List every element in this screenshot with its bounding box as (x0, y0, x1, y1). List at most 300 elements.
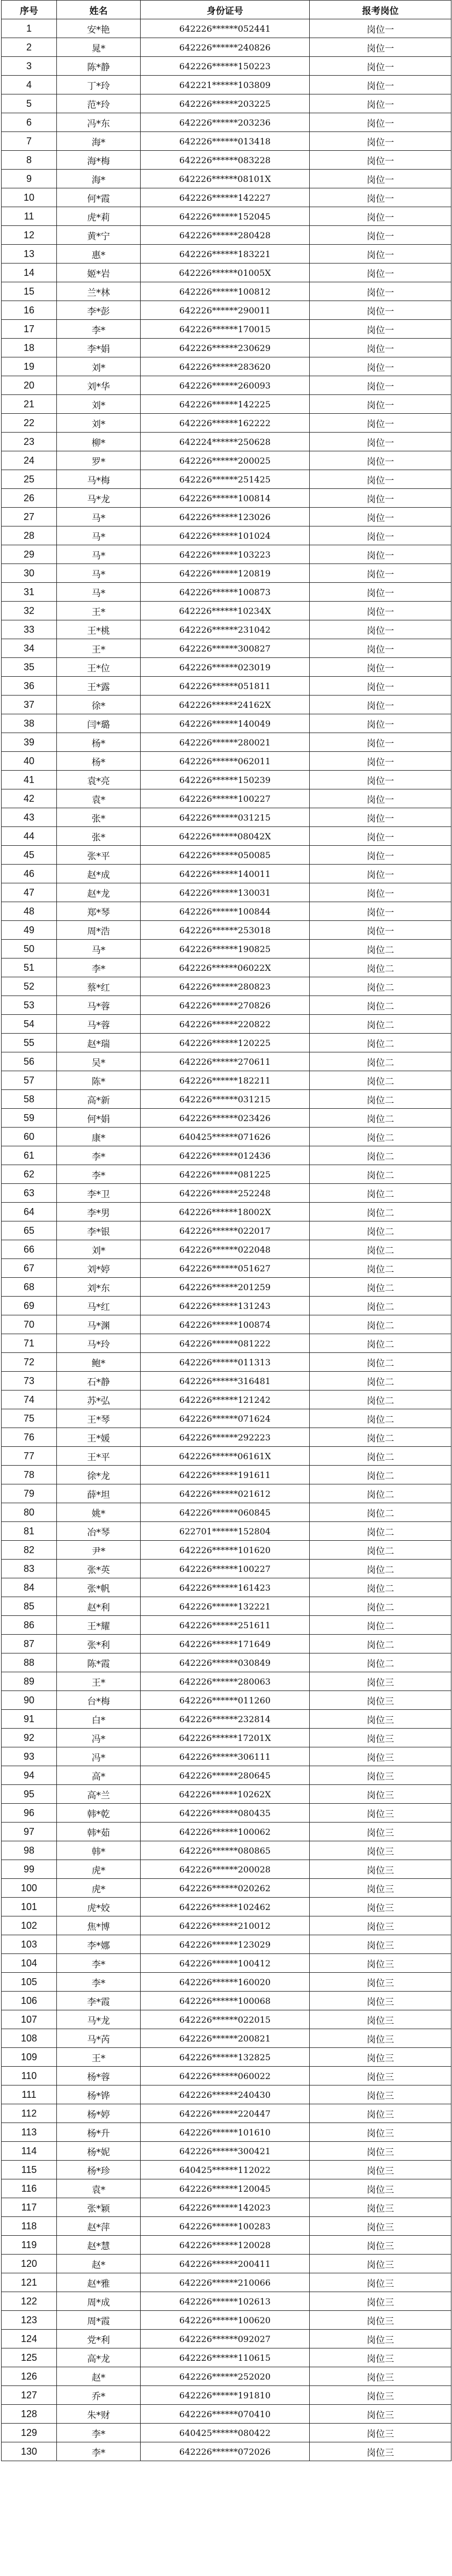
cell-post: 岗位二 (310, 958, 451, 977)
table-row (2, 808, 451, 827)
cell-no: 27 (2, 508, 57, 526)
table-row (2, 76, 451, 94)
cell-no: 114 (2, 2142, 57, 2161)
table-row (2, 245, 451, 264)
cell-id: 642226******012436 (141, 1146, 310, 1165)
table-row (2, 1653, 451, 1672)
cell-name: 李*男 (57, 1203, 141, 1221)
cell-post: 岗位二 (310, 1391, 451, 1409)
cell-no: 3 (2, 57, 57, 76)
table-row (2, 1503, 451, 1522)
table-row (2, 564, 451, 583)
cell-no: 75 (2, 1409, 57, 1428)
cell-post: 岗位一 (310, 113, 451, 132)
cell-name: 张*英 (57, 1560, 141, 1578)
cell-no: 120 (2, 2255, 57, 2273)
cell-id: 642226******052441 (141, 19, 310, 38)
table-row (2, 94, 451, 113)
cell-id: 642226******101024 (141, 526, 310, 545)
table-row (2, 357, 451, 376)
table-row (2, 1841, 451, 1860)
cell-no: 85 (2, 1597, 57, 1616)
cell-id: 642226******123026 (141, 508, 310, 526)
cell-id: 642226******110615 (141, 2348, 310, 2367)
cell-id: 642226******191611 (141, 1466, 310, 1484)
table-row (2, 320, 451, 339)
cell-post: 岗位一 (310, 339, 451, 357)
cell-post: 岗位三 (310, 1710, 451, 1729)
cell-post: 岗位三 (310, 1766, 451, 1785)
cell-id: 642226******102613 (141, 2292, 310, 2311)
cell-name: 乔* (57, 2386, 141, 2405)
cell-name: 赵*龙 (57, 883, 141, 902)
table-row (2, 2255, 451, 2273)
cell-post: 岗位一 (310, 545, 451, 564)
table-row (2, 188, 451, 207)
cell-no: 72 (2, 1353, 57, 1372)
cell-name: 虎* (57, 1879, 141, 1898)
cell-no: 77 (2, 1447, 57, 1466)
table-row (2, 1034, 451, 1052)
cell-post: 岗位三 (310, 2424, 451, 2442)
cell-post: 岗位三 (310, 2179, 451, 2198)
cell-no: 66 (2, 1240, 57, 1259)
cell-post: 岗位三 (310, 1841, 451, 1860)
cell-name: 康* (57, 1128, 141, 1146)
cell-post: 岗位三 (310, 2217, 451, 2236)
table-row (2, 1973, 451, 1992)
cell-no: 44 (2, 827, 57, 846)
cell-no: 121 (2, 2273, 57, 2292)
cell-id: 642226******251611 (141, 1616, 310, 1635)
cell-no: 20 (2, 376, 57, 395)
cell-post: 岗位二 (310, 1203, 451, 1221)
cell-id: 642226******280645 (141, 1766, 310, 1785)
table-row (2, 2104, 451, 2123)
table-row (2, 2386, 451, 2405)
cell-no: 95 (2, 1785, 57, 1804)
cell-post: 岗位二 (310, 1315, 451, 1334)
cell-post: 岗位二 (310, 1541, 451, 1560)
cell-no: 18 (2, 339, 57, 357)
cell-no: 126 (2, 2367, 57, 2386)
table-row (2, 1823, 451, 1841)
table-row (2, 1616, 451, 1635)
cell-no: 111 (2, 2085, 57, 2104)
cell-name: 安*艳 (57, 19, 141, 38)
cell-post: 岗位二 (310, 1128, 451, 1146)
table-row (2, 2311, 451, 2330)
cell-post: 岗位三 (310, 1935, 451, 1954)
cell-id: 642226******011313 (141, 1353, 310, 1372)
cell-post: 岗位一 (310, 357, 451, 376)
cell-post: 岗位三 (310, 1804, 451, 1823)
cell-post: 岗位一 (310, 433, 451, 451)
cell-name: 范*玲 (57, 94, 141, 113)
cell-id: 642226******06161X (141, 1447, 310, 1466)
cell-no: 9 (2, 170, 57, 188)
cell-post: 岗位二 (310, 1165, 451, 1184)
cell-post: 岗位二 (310, 1034, 451, 1052)
cell-name: 海* (57, 170, 141, 188)
cell-id: 642226******270826 (141, 996, 310, 1015)
table-row (2, 827, 451, 846)
cell-post: 岗位三 (310, 2067, 451, 2085)
table-row (2, 1935, 451, 1954)
cell-id: 642226******210066 (141, 2273, 310, 2292)
table-row (2, 433, 451, 451)
table-row (2, 1466, 451, 1484)
cell-post: 岗位二 (310, 1259, 451, 1278)
cell-name: 马* (57, 526, 141, 545)
cell-id: 642226******161423 (141, 1578, 310, 1597)
cell-id: 642226******062011 (141, 752, 310, 771)
cell-id: 642226******280823 (141, 977, 310, 996)
cell-name: 赵*成 (57, 865, 141, 883)
cell-name: 李* (57, 1165, 141, 1184)
cell-post: 岗位三 (310, 1785, 451, 1804)
cell-no: 41 (2, 771, 57, 789)
table-row (2, 1578, 451, 1597)
cell-post: 岗位三 (310, 2142, 451, 2161)
cell-name: 王*琴 (57, 1409, 141, 1428)
cell-id: 642226******083228 (141, 151, 310, 170)
cell-post: 岗位二 (310, 1278, 451, 1297)
cell-id: 642226******201259 (141, 1278, 310, 1297)
cell-no: 83 (2, 1560, 57, 1578)
cell-no: 105 (2, 1973, 57, 1992)
cell-id: 642226******191810 (141, 2386, 310, 2405)
cell-name: 马*龙 (57, 489, 141, 508)
table-row (2, 1879, 451, 1898)
cell-id: 642226******150223 (141, 57, 310, 76)
cell-name: 赵*利 (57, 1597, 141, 1616)
table-row (2, 2048, 451, 2067)
table-row (2, 226, 451, 245)
cell-id: 642226******142227 (141, 188, 310, 207)
cell-post: 岗位一 (310, 57, 451, 76)
table-row (2, 2236, 451, 2255)
cell-name: 虎*莉 (57, 207, 141, 226)
cell-post: 岗位一 (310, 733, 451, 752)
cell-id: 642226******100874 (141, 1315, 310, 1334)
table-row (2, 2123, 451, 2142)
table-row (2, 752, 451, 771)
cell-id: 642226******081222 (141, 1334, 310, 1353)
cell-no: 101 (2, 1898, 57, 1916)
table-row (2, 1541, 451, 1560)
cell-post: 岗位三 (310, 1916, 451, 1935)
header-id: 身份证号 (141, 1, 310, 19)
cell-post: 岗位三 (310, 2236, 451, 2255)
cell-id: 642226******190825 (141, 940, 310, 958)
cell-name: 李*娜 (57, 1935, 141, 1954)
table-row (2, 301, 451, 320)
cell-id: 642226******280428 (141, 226, 310, 245)
cell-name: 刘* (57, 357, 141, 376)
table-row (2, 414, 451, 433)
cell-id: 642226******232814 (141, 1710, 310, 1729)
cell-no: 108 (2, 2029, 57, 2048)
cell-no: 80 (2, 1503, 57, 1522)
cell-post: 岗位三 (310, 2255, 451, 2273)
cell-no: 23 (2, 433, 57, 451)
table-row (2, 170, 451, 188)
cell-post: 岗位一 (310, 188, 451, 207)
cell-post: 岗位三 (310, 2348, 451, 2367)
cell-id: 642226******142023 (141, 2198, 310, 2217)
cell-no: 54 (2, 1015, 57, 1034)
cell-post: 岗位三 (310, 2048, 451, 2067)
table-row (2, 1447, 451, 1466)
cell-post: 岗位二 (310, 1071, 451, 1090)
cell-post: 岗位三 (310, 1672, 451, 1691)
cell-id: 642226******120028 (141, 2236, 310, 2255)
cell-post: 岗位一 (310, 827, 451, 846)
table-row (2, 1747, 451, 1766)
cell-id: 642226******060022 (141, 2067, 310, 2085)
table-row (2, 714, 451, 733)
cell-post: 岗位一 (310, 639, 451, 658)
cell-id: 642226******280063 (141, 1672, 310, 1691)
cell-name: 赵* (57, 2367, 141, 2386)
cell-id: 642226******10262X (141, 1785, 310, 1804)
cell-post: 岗位一 (310, 282, 451, 301)
cell-no: 86 (2, 1616, 57, 1635)
cell-no: 90 (2, 1691, 57, 1710)
cell-post: 岗位三 (310, 1954, 451, 1973)
cell-name: 王* (57, 602, 141, 620)
cell-post: 岗位二 (310, 1334, 451, 1353)
cell-post: 岗位一 (310, 414, 451, 433)
table-row (2, 508, 451, 526)
table-row (2, 2424, 451, 2442)
cell-name: 姚* (57, 1503, 141, 1522)
table-row (2, 1353, 451, 1372)
cell-post: 岗位三 (310, 1973, 451, 1992)
cell-id: 642226******306111 (141, 1747, 310, 1766)
cell-name: 张*利 (57, 1635, 141, 1653)
cell-id: 642226******283620 (141, 357, 310, 376)
cell-name: 张*帆 (57, 1578, 141, 1597)
cell-id: 642226******070410 (141, 2405, 310, 2424)
cell-post: 岗位二 (310, 1109, 451, 1128)
table-row (2, 470, 451, 489)
cell-name: 尹* (57, 1541, 141, 1560)
cell-no: 110 (2, 2067, 57, 2085)
cell-post: 岗位三 (310, 2442, 451, 2461)
cell-id: 642226******100227 (141, 1560, 310, 1578)
cell-no: 26 (2, 489, 57, 508)
cell-post: 岗位三 (310, 2161, 451, 2179)
cell-post: 岗位二 (310, 1503, 451, 1522)
cell-no: 93 (2, 1747, 57, 1766)
cell-name: 刘*东 (57, 1278, 141, 1297)
cell-post: 岗位一 (310, 714, 451, 733)
cell-id: 642226******300421 (141, 2142, 310, 2161)
table-row (2, 1766, 451, 1785)
cell-no: 116 (2, 2179, 57, 2198)
cell-no: 37 (2, 696, 57, 714)
cell-name: 海*梅 (57, 151, 141, 170)
table-row (2, 1954, 451, 1973)
cell-no: 82 (2, 1541, 57, 1560)
cell-post: 岗位三 (310, 2085, 451, 2104)
cell-no: 96 (2, 1804, 57, 1823)
cell-post: 岗位一 (310, 489, 451, 508)
cell-no: 13 (2, 245, 57, 264)
table-row (2, 1597, 451, 1616)
cell-post: 岗位三 (310, 2330, 451, 2348)
cell-no: 29 (2, 545, 57, 564)
table-row (2, 376, 451, 395)
cell-no: 10 (2, 188, 57, 207)
cell-id: 642226******01005X (141, 264, 310, 282)
table-row (2, 1315, 451, 1334)
cell-no: 15 (2, 282, 57, 301)
cell-post: 岗位三 (310, 2010, 451, 2029)
cell-no: 40 (2, 752, 57, 771)
cell-id: 642226******160020 (141, 1973, 310, 1992)
cell-name: 高*龙 (57, 2348, 141, 2367)
cell-id: 642226******10234X (141, 602, 310, 620)
table-row (2, 2029, 451, 2048)
table-row (2, 658, 451, 677)
cell-name: 王*耀 (57, 1616, 141, 1635)
cell-name: 冯* (57, 1747, 141, 1766)
cell-id: 642226******253018 (141, 921, 310, 940)
cell-name: 王* (57, 1672, 141, 1691)
cell-name: 张* (57, 827, 141, 846)
cell-no: 43 (2, 808, 57, 827)
cell-name: 陈* (57, 1071, 141, 1090)
cell-id: 642226******023019 (141, 658, 310, 677)
cell-name: 吴* (57, 1052, 141, 1071)
table-row (2, 940, 451, 958)
cell-id: 642226******170015 (141, 320, 310, 339)
cell-id: 642226******102462 (141, 1898, 310, 1916)
cell-no: 118 (2, 2217, 57, 2236)
table-row (2, 1334, 451, 1353)
table-row (2, 1672, 451, 1691)
table-row (2, 2405, 451, 2424)
cell-name: 刘* (57, 1240, 141, 1259)
cell-name: 杨* (57, 733, 141, 752)
cell-post: 岗位二 (310, 1447, 451, 1466)
cell-name: 虎*姣 (57, 1898, 141, 1916)
cell-name: 陈*霞 (57, 1653, 141, 1672)
cell-id: 642226******080435 (141, 1804, 310, 1823)
table-row (2, 1484, 451, 1503)
table-row (2, 451, 451, 470)
table-row (2, 1409, 451, 1428)
cell-no: 103 (2, 1935, 57, 1954)
table-row (2, 1804, 451, 1823)
cell-name: 李* (57, 958, 141, 977)
table-row (2, 846, 451, 865)
cell-id: 642226******020262 (141, 1879, 310, 1898)
cell-id: 642226******162222 (141, 414, 310, 433)
cell-name: 周*成 (57, 2292, 141, 2311)
cell-no: 51 (2, 958, 57, 977)
cell-name: 马*渊 (57, 1315, 141, 1334)
table-row (2, 132, 451, 151)
table-row (2, 1729, 451, 1747)
cell-id: 642221******103809 (141, 76, 310, 94)
cell-name: 韩* (57, 1841, 141, 1860)
cell-post: 岗位三 (310, 2386, 451, 2405)
table-row (2, 2010, 451, 2029)
table-row (2, 1691, 451, 1710)
cell-name: 闫*璐 (57, 714, 141, 733)
cell-id: 642226******252248 (141, 1184, 310, 1203)
cell-id: 642226******100283 (141, 2217, 310, 2236)
cell-no: 67 (2, 1259, 57, 1278)
cell-id: 642226******152045 (141, 207, 310, 226)
cell-name: 蔡*红 (57, 977, 141, 996)
cell-id: 642226******182211 (141, 1071, 310, 1090)
cell-post: 岗位一 (310, 602, 451, 620)
cell-name: 李*霞 (57, 1992, 141, 2010)
table-row (2, 921, 451, 940)
cell-post: 岗位二 (310, 940, 451, 958)
table-row (2, 958, 451, 977)
cell-no: 74 (2, 1391, 57, 1409)
table-row (2, 1221, 451, 1240)
cell-no: 53 (2, 996, 57, 1015)
cell-id: 642226******132825 (141, 2048, 310, 2067)
cell-id: 642226******251425 (141, 470, 310, 489)
cell-no: 7 (2, 132, 57, 151)
cell-id: 642226******101620 (141, 1541, 310, 1560)
table-row (2, 2217, 451, 2236)
cell-id: 642226******240826 (141, 38, 310, 57)
cell-name: 刘* (57, 395, 141, 414)
cell-id: 642226******100620 (141, 2311, 310, 2330)
cell-id: 642226******120045 (141, 2179, 310, 2198)
table-row (2, 1297, 451, 1315)
cell-id: 642226******270611 (141, 1052, 310, 1071)
cell-post: 岗位一 (310, 564, 451, 583)
cell-id: 642226******132221 (141, 1597, 310, 1616)
cell-name: 李* (57, 1146, 141, 1165)
cell-post: 岗位三 (310, 2405, 451, 2424)
cell-name: 马* (57, 545, 141, 564)
cell-id: 642226******08042X (141, 827, 310, 846)
cell-no: 98 (2, 1841, 57, 1860)
cell-post: 岗位一 (310, 921, 451, 940)
cell-id: 642226******022015 (141, 2010, 310, 2029)
cell-no: 25 (2, 470, 57, 489)
cell-id: 642226******131243 (141, 1297, 310, 1315)
cell-no: 76 (2, 1428, 57, 1447)
table-row (2, 696, 451, 714)
cell-id: 642226******100873 (141, 583, 310, 602)
cell-no: 70 (2, 1315, 57, 1334)
cell-post: 岗位一 (310, 76, 451, 94)
cell-id: 642226******071624 (141, 1409, 310, 1428)
cell-no: 36 (2, 677, 57, 696)
table-row (2, 2292, 451, 2311)
cell-id: 642226******051811 (141, 677, 310, 696)
cell-id: 642226******140011 (141, 865, 310, 883)
cell-no: 69 (2, 1297, 57, 1315)
cell-no: 99 (2, 1860, 57, 1879)
cell-id: 642226******252020 (141, 2367, 310, 2386)
cell-no: 63 (2, 1184, 57, 1203)
cell-no: 106 (2, 1992, 57, 2010)
cell-name: 台*梅 (57, 1691, 141, 1710)
